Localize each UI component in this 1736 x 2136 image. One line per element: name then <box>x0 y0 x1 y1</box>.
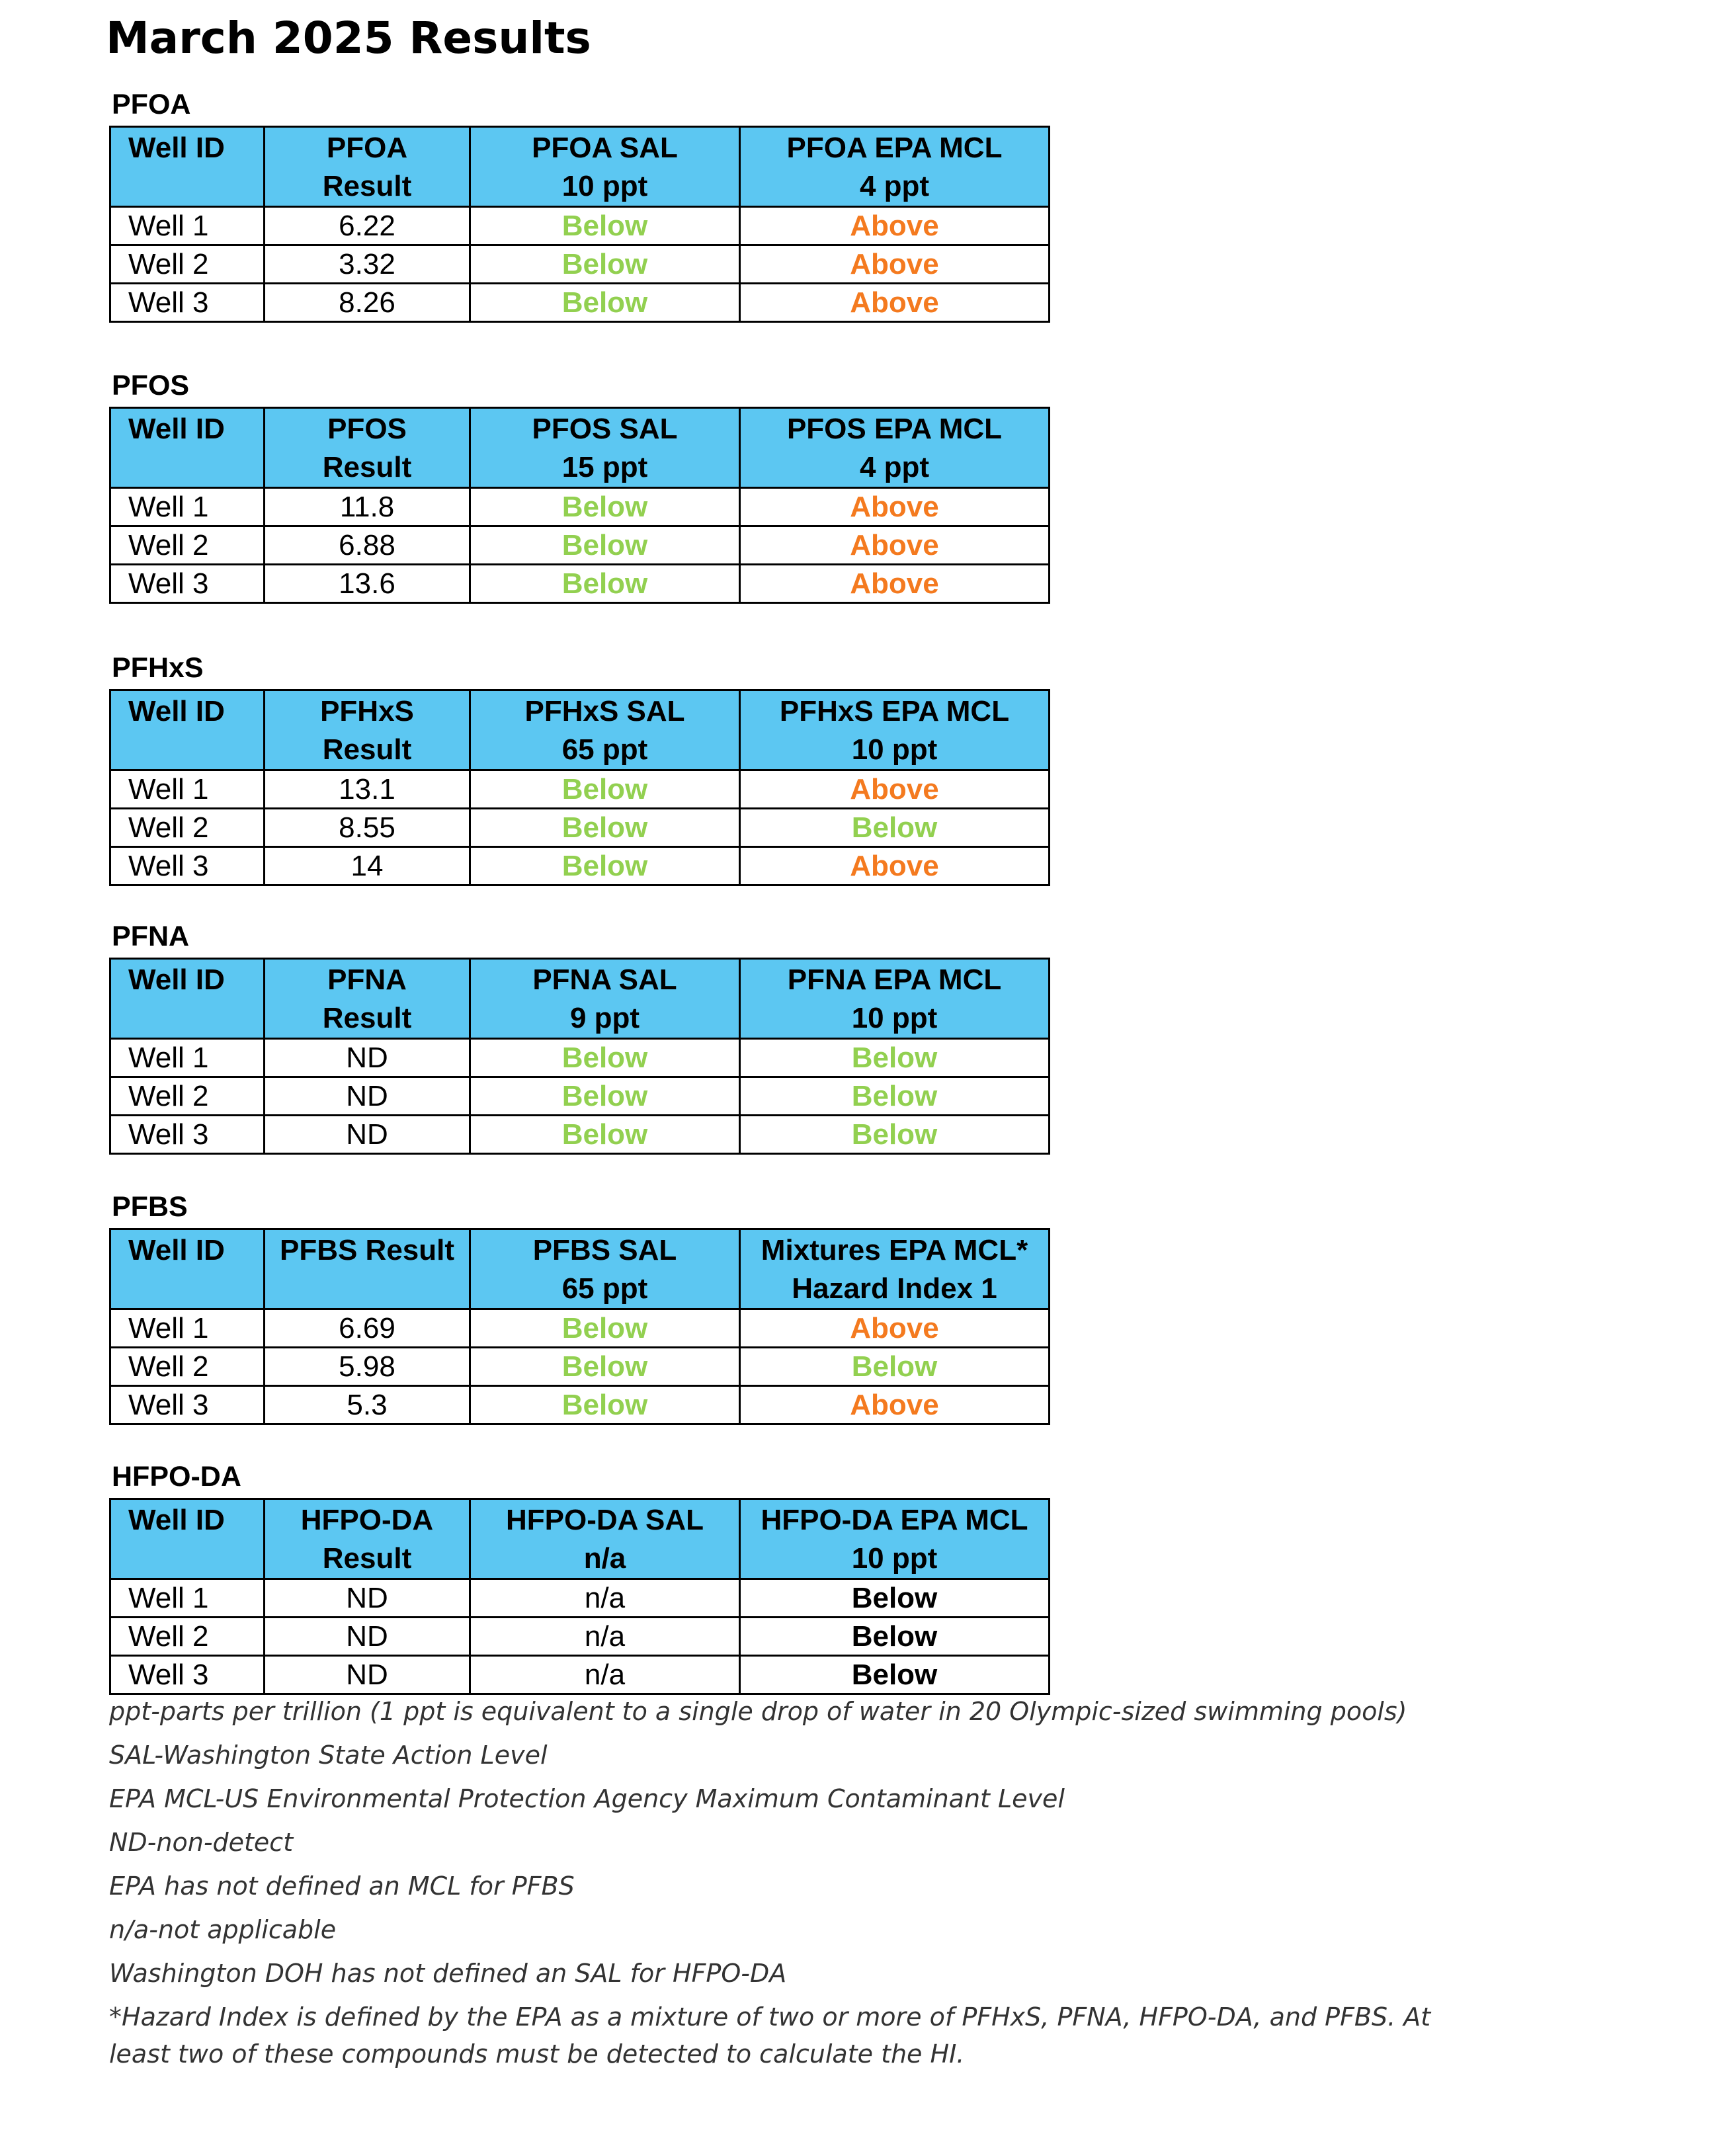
well-id-cell: Well 2 <box>110 1077 265 1116</box>
sal-status-cell: Below <box>470 1077 740 1116</box>
note-epa-mcl: EPA MCL-US Environmental Protection Agency Maximum Contaminant Level <box>109 1784 1065 1813</box>
result-cell: ND <box>265 1116 470 1154</box>
results-table <box>109 1498 1050 1695</box>
well-id-cell: Well 1 <box>110 1309 265 1348</box>
section-label: PFBS <box>112 1191 188 1223</box>
table-row <box>110 488 1050 526</box>
note-hfpo-da-sal: Washington DOH has not defined an SAL for HFPO-DA <box>109 1959 787 1988</box>
sal-status-cell: Below <box>470 245 740 284</box>
table-row <box>110 245 1050 284</box>
sal-status-cell: Below <box>470 207 740 245</box>
header-row <box>110 1229 1050 1309</box>
well-id-cell: Well 2 <box>110 245 265 284</box>
mcl-status-cell: Above <box>740 1386 1050 1424</box>
mcl-status-cell: Below <box>740 1348 1050 1386</box>
mcl-status-cell: Below <box>740 1116 1050 1154</box>
well-id-cell: Well 3 <box>110 565 265 603</box>
section-label: PFOA <box>112 89 191 120</box>
header-cell-mcl: PFOS EPA MCL 4 ppt <box>740 408 1050 488</box>
header-cell-well-id: Well ID <box>110 959 265 1039</box>
result-cell: 8.55 <box>265 809 470 847</box>
result-cell: 13.1 <box>265 770 470 809</box>
header-cell-well-id: Well ID <box>110 1499 265 1579</box>
result-cell: 5.98 <box>265 1348 470 1386</box>
header-cell-mcl: PFNA EPA MCL 10 ppt <box>740 959 1050 1039</box>
mcl-status-cell: Below <box>740 1656 1050 1694</box>
section-pfbs <box>109 1188 1050 1425</box>
well-id-cell: Well 2 <box>110 809 265 847</box>
note-sal: SAL-Washington State Action Level <box>109 1741 548 1770</box>
table-row <box>110 1309 1050 1348</box>
header-cell-sal: PFNA SAL 9 ppt <box>470 959 740 1039</box>
header-cell-well-id: Well ID <box>110 408 265 488</box>
header-row <box>110 127 1050 207</box>
mcl-status-cell: Below <box>740 1618 1050 1656</box>
header-cell-well-id: Well ID <box>110 1229 265 1309</box>
result-cell: 8.26 <box>265 284 470 322</box>
result-cell: ND <box>265 1579 470 1618</box>
section-pfoa <box>109 86 1050 323</box>
result-cell: 13.6 <box>265 565 470 603</box>
section-pfna <box>109 918 1050 1155</box>
mcl-status-cell: Above <box>740 488 1050 526</box>
well-id-cell: Well 2 <box>110 1618 265 1656</box>
results-table <box>109 689 1050 886</box>
header-cell-well-id: Well ID <box>110 127 265 207</box>
mcl-status-cell: Below <box>740 809 1050 847</box>
sal-status-cell: n/a <box>470 1579 740 1618</box>
sal-status-cell: Below <box>470 565 740 603</box>
result-cell: 6.88 <box>265 526 470 565</box>
mcl-status-cell: Above <box>740 526 1050 565</box>
header-cell-mcl: HFPO-DA EPA MCL 10 ppt <box>740 1499 1050 1579</box>
table-row <box>110 1386 1050 1424</box>
header-cell-mcl: Mixtures EPA MCL* Hazard Index 1 <box>740 1229 1050 1309</box>
result-cell: 6.69 <box>265 1309 470 1348</box>
sal-status-cell: n/a <box>470 1656 740 1694</box>
table-row <box>110 1656 1050 1694</box>
well-id-cell: Well 1 <box>110 1579 265 1618</box>
table-row <box>110 284 1050 322</box>
mcl-status-cell: Above <box>740 284 1050 322</box>
mcl-status-cell: Above <box>740 770 1050 809</box>
header-cell-well-id: Well ID <box>110 690 265 770</box>
table-row <box>110 770 1050 809</box>
table-row <box>110 526 1050 565</box>
header-cell-sal: PFOA SAL 10 ppt <box>470 127 740 207</box>
well-id-cell: Well 3 <box>110 1656 265 1694</box>
mcl-status-cell: Below <box>740 1077 1050 1116</box>
mcl-status-cell: Above <box>740 847 1050 885</box>
header-cell-result: PFOA Result <box>265 127 470 207</box>
section-pfhxs <box>109 649 1050 886</box>
section-pfos <box>109 367 1050 604</box>
mcl-status-cell: Above <box>740 565 1050 603</box>
sal-status-cell: Below <box>470 1309 740 1348</box>
result-cell: 14 <box>265 847 470 885</box>
mcl-status-cell: Above <box>740 1309 1050 1348</box>
sal-status-cell: Below <box>470 488 740 526</box>
table-row <box>110 207 1050 245</box>
note-hazard-index: *Hazard Index is defined by the EPA as a mixture of two or more of PFHxS, PFNA, HFPO-DA, and PFBS. At least two of these compounds must be detected to calculate the HI. <box>109 2002 1431 2069</box>
result-cell: 11.8 <box>265 488 470 526</box>
mcl-status-cell: Below <box>740 1039 1050 1077</box>
results-table <box>109 407 1050 604</box>
table-row <box>110 1077 1050 1116</box>
header-cell-mcl: PFOA EPA MCL 4 ppt <box>740 127 1050 207</box>
table-row <box>110 1579 1050 1618</box>
well-id-cell: Well 1 <box>110 207 265 245</box>
header-cell-result: PFHxS Result <box>265 690 470 770</box>
result-cell: 3.32 <box>265 245 470 284</box>
table-row <box>110 1618 1050 1656</box>
result-cell: ND <box>265 1618 470 1656</box>
well-id-cell: Well 1 <box>110 488 265 526</box>
sal-status-cell: Below <box>470 1116 740 1154</box>
well-id-cell: Well 3 <box>110 1116 265 1154</box>
well-id-cell: Well 3 <box>110 847 265 885</box>
section-label: PFHxS <box>112 652 204 684</box>
table-row <box>110 1348 1050 1386</box>
section-label: HFPO-DA <box>112 1461 241 1493</box>
results-table <box>109 1228 1050 1425</box>
result-cell: 6.22 <box>265 207 470 245</box>
table-row <box>110 847 1050 885</box>
header-cell-mcl: PFHxS EPA MCL 10 ppt <box>740 690 1050 770</box>
header-cell-sal: PFOS SAL 15 ppt <box>470 408 740 488</box>
sal-status-cell: Below <box>470 1348 740 1386</box>
section-label: PFOS <box>112 370 190 401</box>
sal-status-cell: Below <box>470 1039 740 1077</box>
header-row <box>110 1499 1050 1579</box>
well-id-cell: Well 2 <box>110 526 265 565</box>
header-cell-result: PFOS Result <box>265 408 470 488</box>
section-label: PFNA <box>112 921 190 952</box>
table-row <box>110 809 1050 847</box>
header-row <box>110 408 1050 488</box>
results-table <box>109 126 1050 323</box>
page-title: March 2025 Results <box>106 13 591 63</box>
header-row <box>110 690 1050 770</box>
result-cell: ND <box>265 1077 470 1116</box>
result-cell: 5.3 <box>265 1386 470 1424</box>
results-table <box>109 958 1050 1155</box>
result-cell: ND <box>265 1039 470 1077</box>
header-cell-sal: HFPO-DA SAL n/a <box>470 1499 740 1579</box>
header-row <box>110 959 1050 1039</box>
mcl-status-cell: Above <box>740 207 1050 245</box>
well-id-cell: Well 2 <box>110 1348 265 1386</box>
table-row <box>110 565 1050 603</box>
table-row <box>110 1039 1050 1077</box>
sal-status-cell: n/a <box>470 1618 740 1656</box>
well-id-cell: Well 3 <box>110 284 265 322</box>
sal-status-cell: Below <box>470 526 740 565</box>
well-id-cell: Well 1 <box>110 770 265 809</box>
header-cell-result: PFNA Result <box>265 959 470 1039</box>
header-cell-result: PFBS Result <box>265 1229 470 1309</box>
sal-status-cell: Below <box>470 809 740 847</box>
well-id-cell: Well 3 <box>110 1386 265 1424</box>
table-row <box>110 1116 1050 1154</box>
well-id-cell: Well 1 <box>110 1039 265 1077</box>
mcl-status-cell: Below <box>740 1579 1050 1618</box>
note-nd: ND-non-detect <box>109 1828 294 1857</box>
footnotes <box>109 1693 1432 2073</box>
note-na: n/a-not applicable <box>109 1915 337 1944</box>
result-cell: ND <box>265 1656 470 1694</box>
header-cell-sal: PFBS SAL 65 ppt <box>470 1229 740 1309</box>
note-ppt: ppt-parts per trillion (1 ppt is equivalent to a single drop of water in 20 Olympic-sized swimming pools) <box>109 1697 1407 1726</box>
header-cell-result: HFPO-DA Result <box>265 1499 470 1579</box>
header-cell-sal: PFHxS SAL 65 ppt <box>470 690 740 770</box>
sal-status-cell: Below <box>470 284 740 322</box>
sal-status-cell: Below <box>470 770 740 809</box>
note-pfbs-mcl: EPA has not defined an MCL for PFBS <box>109 1871 575 1901</box>
mcl-status-cell: Above <box>740 245 1050 284</box>
section-hfpo-da <box>109 1458 1050 1695</box>
sal-status-cell: Below <box>470 847 740 885</box>
sal-status-cell: Below <box>470 1386 740 1424</box>
